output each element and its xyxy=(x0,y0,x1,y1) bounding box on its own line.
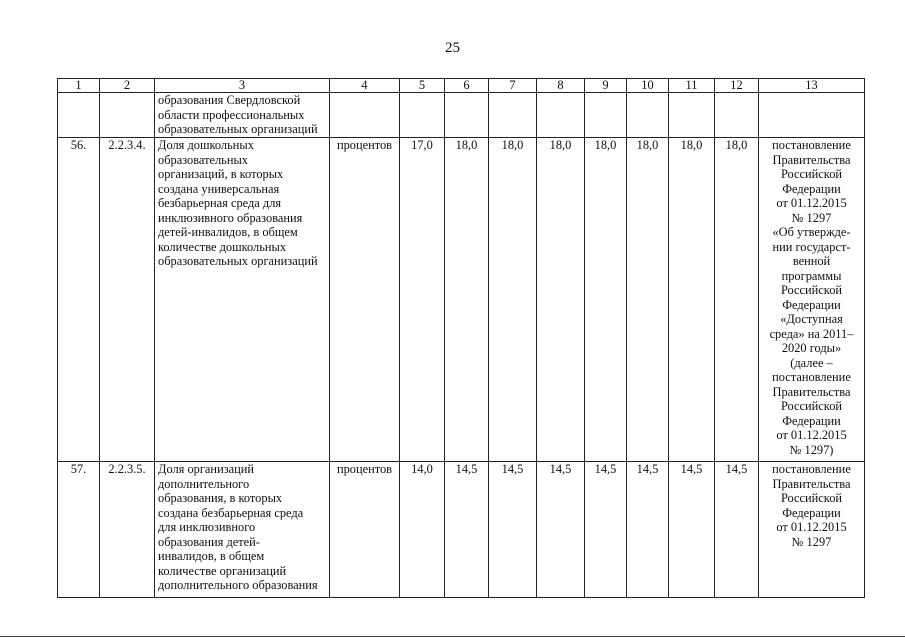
column-number: 7 xyxy=(489,79,537,93)
column-number: 4 xyxy=(330,79,400,93)
table-row-continuation xyxy=(58,93,865,138)
value-cell: 17,0 xyxy=(400,138,445,462)
value-cell: 14,5 xyxy=(627,462,669,598)
column-number: 9 xyxy=(585,79,627,93)
column-number-row xyxy=(58,79,865,93)
column-number: 3 xyxy=(155,79,330,93)
value-cell: 14,0 xyxy=(400,462,445,598)
column-number: 1 xyxy=(58,79,100,93)
indicators-table xyxy=(57,78,865,598)
value-cell: 14,5 xyxy=(537,462,585,598)
unit: процентов xyxy=(330,462,400,598)
value-cell: 14,5 xyxy=(715,462,759,598)
unit: процентов xyxy=(330,138,400,462)
page-number: 25 xyxy=(445,40,460,56)
value-cell: 14,5 xyxy=(489,462,537,598)
indicator-name: образования Свердловской области профессиональных образовательных организаций xyxy=(155,93,330,138)
value-cell: 18,0 xyxy=(715,138,759,462)
column-number: 8 xyxy=(537,79,585,93)
value-cell: 18,0 xyxy=(445,138,489,462)
value-cell: 14,5 xyxy=(585,462,627,598)
value-cell: 18,0 xyxy=(627,138,669,462)
indicator-code: 2.2.3.5. xyxy=(100,462,155,598)
row-number: 57. xyxy=(58,462,100,598)
column-number: 11 xyxy=(669,79,715,93)
value-cell: 14,5 xyxy=(669,462,715,598)
column-number: 10 xyxy=(627,79,669,93)
value-cell: 18,0 xyxy=(585,138,627,462)
row-number: 56. xyxy=(58,138,100,462)
table-row xyxy=(58,462,865,598)
column-number: 2 xyxy=(100,79,155,93)
source-document: постановление Правительства Российской Федерации от 01.12.2015 № 1297 xyxy=(759,462,865,598)
value-cell: 18,0 xyxy=(669,138,715,462)
source-document: постановление Правительства Российской Федерации от 01.12.2015 № 1297 «Об утвержде- нии государст- венной программы Российской Федерации «Доступная среда» на 2011– 2020 годы» (далее – постановление Правительства Российской Федерации от 01.12.2015 № 1297) xyxy=(759,138,865,462)
column-number: 12 xyxy=(715,79,759,93)
indicator-name: Доля дошкольных образовательных организаций, в которых создана универсальная безбарьерная среда для инклюзивного образования детей-инвалидов, в общем количестве дошкольных образовательных организаций xyxy=(155,138,330,462)
table-row xyxy=(58,138,865,462)
column-number: 5 xyxy=(400,79,445,93)
column-number: 13 xyxy=(759,79,865,93)
scan-edge-line xyxy=(0,636,905,637)
indicator-name: Доля организаций дополнительного образования, в которых создана безбарьерная среда для инклюзивного образования детей- инвалидов, в общем количестве организаций дополнительного образования xyxy=(155,462,330,598)
value-cell: 14,5 xyxy=(445,462,489,598)
value-cell: 18,0 xyxy=(489,138,537,462)
value-cell: 18,0 xyxy=(537,138,585,462)
indicator-code: 2.2.3.4. xyxy=(100,138,155,462)
column-number: 6 xyxy=(445,79,489,93)
